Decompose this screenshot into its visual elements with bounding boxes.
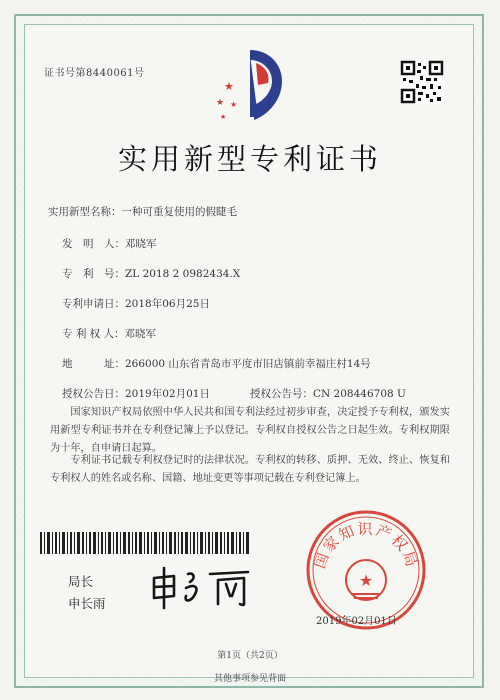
field-value: 2018年06月25日	[125, 298, 210, 310]
field-utility-model-name	[48, 204, 237, 219]
certificate-number: 证书号第8440061号	[44, 68, 145, 79]
certificate-title: 实用新型专利证书	[117, 142, 382, 176]
seal-text: 国家知识产权局	[310, 520, 422, 571]
field-value: 2019年02月01日	[125, 388, 210, 400]
field-label: 授权公告日：	[62, 388, 125, 400]
cnipa-logo-icon	[210, 45, 290, 125]
svg-text:★: ★	[216, 98, 225, 108]
field-filing-date	[62, 296, 210, 311]
back-note: 其他事项参见背面	[213, 674, 286, 684]
field-label: 专利申请日：	[62, 298, 125, 310]
field-label: 授权公告号：	[250, 388, 313, 400]
director-title: 局长	[68, 574, 94, 589]
grant-paragraph: 国家知识产权局依照中华人民共和国专利法经过初步审查，决定授予专利权，颁发实用新型专利证书并在专利登记簿上予以登记。专利权自授权公告之日起生效。专利权期限为十年，自申请日起算。	[50, 407, 450, 454]
field-address	[62, 356, 371, 371]
field-inventor	[62, 236, 157, 251]
field-label: 实用新型名称：	[48, 206, 122, 218]
legal-status-paragraph: 专利证书记载专利权登记时的法律状况。专利权的转移、质押、无效、终止、恢复和专利权人的姓名或名称、国籍、地址变更等事项记载在专利登记簿上。	[50, 455, 450, 484]
field-label: 地 址：	[62, 358, 125, 370]
field-label: 发 明 人：	[62, 238, 125, 250]
page-indicator: 第1页（共2页）	[217, 651, 283, 661]
field-value: 邓晓军	[124, 328, 157, 340]
field-grant-date	[62, 386, 210, 401]
field-publication-number	[250, 386, 406, 401]
field-value: ZL 2018 2 0982434.X	[125, 268, 241, 280]
signature-icon	[148, 562, 258, 612]
svg-text:★: ★	[358, 571, 374, 590]
director-name: 申长雨	[68, 596, 106, 611]
qr-code-icon	[400, 60, 444, 104]
field-patent-number	[62, 266, 240, 281]
handwritten-signature	[148, 562, 258, 612]
field-value: CN 208446708 U	[313, 388, 406, 400]
field-label: 专 利 号：	[62, 268, 125, 280]
barcode-icon	[40, 532, 250, 554]
svg-text:★: ★	[230, 100, 238, 109]
svg-text:★: ★	[224, 80, 234, 93]
seal-date: 2019年02月01日	[316, 616, 397, 627]
svg-text:★: ★	[220, 113, 227, 121]
field-value: 一种可重复使用的假睫毛	[121, 206, 237, 218]
field-label: 专 利 权 人：	[62, 328, 125, 340]
field-value: 邓晓军	[125, 238, 157, 250]
field-value: 266000 山东省青岛市平度市旧店镇前幸福庄村14号	[125, 358, 371, 370]
field-patentee	[62, 326, 156, 341]
